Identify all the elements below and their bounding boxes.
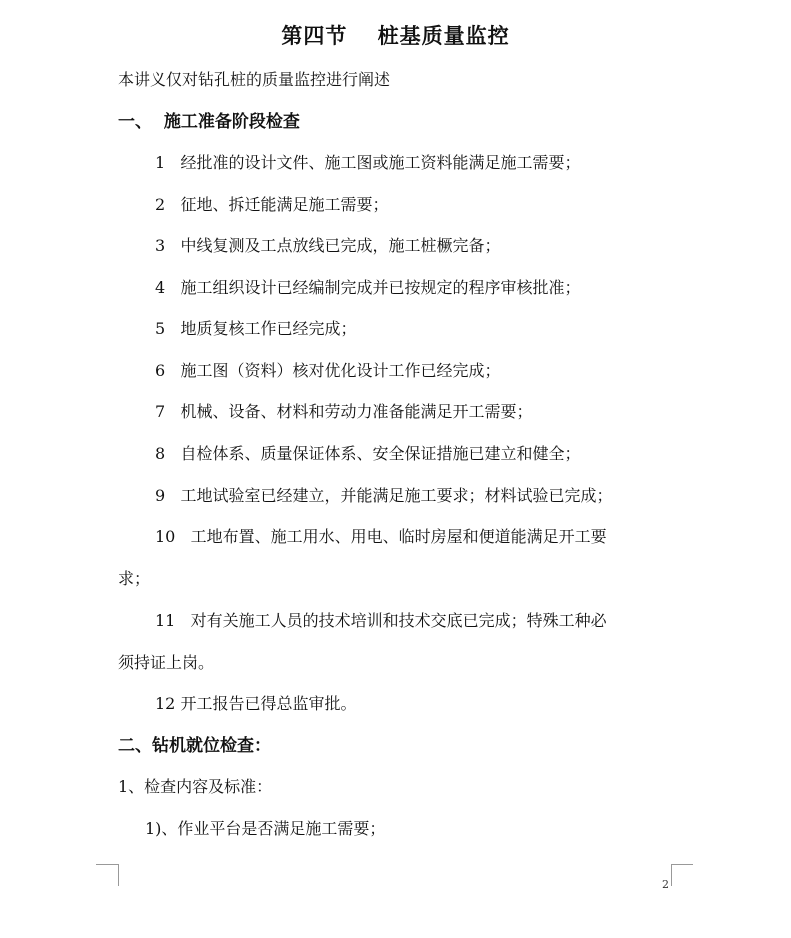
section-2-heading: 二、钻机就位检查： <box>118 736 271 756</box>
list-item: 3 中线复测及工点放线已完成，施工桩橛完备； <box>155 236 501 255</box>
list-item: 2 征地、拆迁能满足施工需要； <box>155 195 389 214</box>
list-item-10-line-1: 10 工地布置、施工用水、用电、临时房屋和便道能满足开工要 <box>155 527 607 546</box>
list-item: 4 施工组织设计已经编制完成并已按规定的程序审核批准； <box>155 278 581 297</box>
intro-text: 本讲义仅对钻孔桩的质量监控进行阐述 <box>118 70 391 89</box>
list-item-11-line-2: 须持证上岗。 <box>118 653 215 672</box>
subsection-1-item-1: 1)、作业平台是否满足施工需要； <box>145 819 386 838</box>
list-item-11-line-1: 11 对有关施工人员的技术培训和技术交底已完成；特殊工种必 <box>155 611 607 630</box>
list-item: 6 施工图（资料）核对优化设计工作已经完成； <box>155 361 501 380</box>
margin-marker-left <box>96 864 118 865</box>
list-item: 9 工地试验室已经建立，并能满足施工要求；材料试验已完成； <box>155 486 613 505</box>
page-number: 2 <box>662 878 669 891</box>
margin-marker-right <box>671 864 693 865</box>
section-1-heading: 一、 施工准备阶段检查 <box>118 112 300 132</box>
list-item: 8 自检体系、质量保证体系、安全保证措施已建立和健全； <box>155 444 581 463</box>
page-title: 第四节 桩基质量监控 <box>281 23 510 48</box>
margin-marker-right-vertical <box>671 864 672 886</box>
list-item-12: 12 开工报告已得总监审批。 <box>155 694 357 713</box>
margin-marker-left-vertical <box>118 864 119 886</box>
list-item: 5 地质复核工作已经完成； <box>155 319 357 338</box>
list-item: 7 机械、设备、材料和劳动力准备能满足开工需要； <box>155 402 533 421</box>
list-item-10-line-2: 求； <box>118 569 151 588</box>
subsection-1: 1、检查内容及标准： <box>118 777 273 796</box>
list-item: 1 经批准的设计文件、施工图或施工资料能满足施工需要； <box>155 153 581 172</box>
